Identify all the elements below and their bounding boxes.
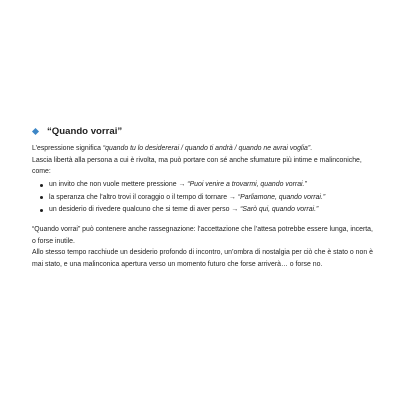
bullet-dot-icon	[40, 184, 43, 187]
bullet-dot-icon	[40, 196, 43, 199]
list-item	[40, 204, 378, 217]
list-item-text: la speranza che l’altro trovi il coraggio o il tempo di tornare →	[49, 193, 238, 201]
diamond-bullet-icon	[32, 128, 39, 135]
intro-nuances: Lascia libertà alla persona a cui è rivolta, ma può portare con sé anche sfumature più intime e malinconiche, come:	[32, 156, 362, 176]
intro-definition-suffix: .	[310, 145, 313, 152]
closing-resignation: “Quando vorrai” può contenere anche rassegnazione: l’accettazione che l’attesa potrebbe essere lunga, incerta, o forse inutile.	[32, 226, 373, 245]
intro-definition-quote: “quando tu lo desidererai / quando ti andrà / quando ne avrai voglia”	[102, 145, 311, 152]
list-item-quote: “Parliamone, quando vorrai.”	[237, 193, 326, 201]
list-item	[40, 192, 378, 205]
examples-list	[32, 179, 378, 217]
list-item-text: un invito che non vuole mettere pressione →	[49, 180, 188, 188]
intro-definition	[32, 143, 378, 155]
list-item-text: un desiderio di rivedere qualcuno che si teme di aver perso →	[49, 206, 241, 214]
section-heading	[33, 126, 378, 137]
closing-nostalgia: Allo stesso tempo racchiude un desiderio profondo di incontro, un’ombra di nostalgia per ciò che è stato o non è mai stato, e una malinconica apertura verso un momento futuro che forse arriverà… o forse no.	[32, 249, 373, 268]
list-item	[40, 179, 378, 192]
list-item-quote: “Puoi venire a trovarmi, quando vorrai.”	[187, 180, 307, 188]
bullet-dot-icon	[40, 209, 43, 212]
list-item-quote: “Sarò qui, quando vorrai.”	[240, 206, 319, 214]
intro-definition-prefix: L’espressione significa	[32, 145, 103, 152]
document-body	[32, 126, 378, 271]
section-title: “Quando vorrai”	[47, 126, 123, 137]
